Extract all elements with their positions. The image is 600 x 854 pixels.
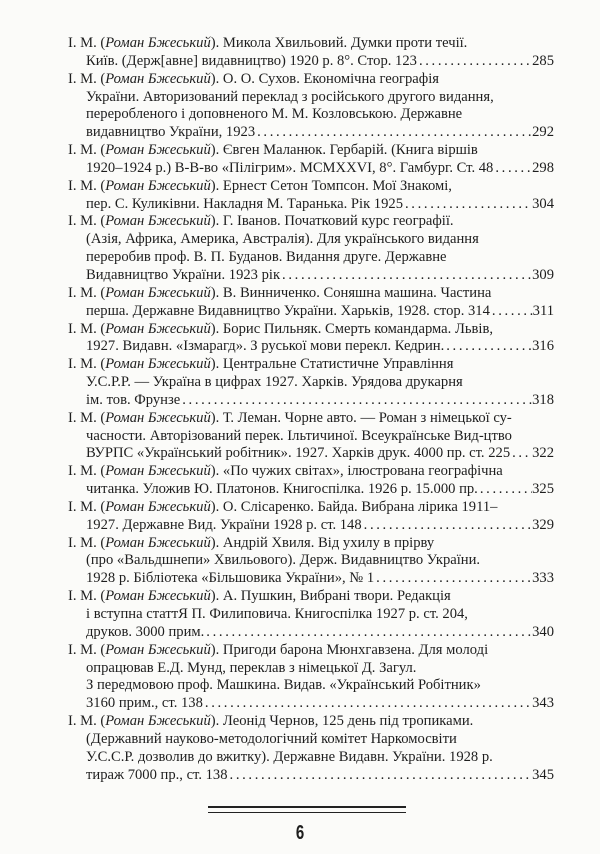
entry-last-text: перша. Державне Видавництво України. Харьків, 1928. стор. 314 <box>86 302 490 319</box>
entry-first-line <box>68 463 554 481</box>
bibliography-entry <box>68 588 554 642</box>
author-prefix: І. М. ( <box>68 142 106 159</box>
author-pseudonym: Роман Бжеський <box>105 320 211 337</box>
entry-first-line <box>68 713 554 731</box>
bibliography-entry <box>68 463 554 499</box>
author-suffix: ). <box>210 320 223 337</box>
entry-page-number: 298 <box>532 159 554 176</box>
entry-last-line <box>68 445 554 463</box>
entry-page-number: 316 <box>532 338 554 355</box>
entry-line: і вступна статтЯ П. Филиповича. Книгоспілка 1927 р. ст. 204, <box>86 606 468 622</box>
author-prefix: І. М. ( <box>68 409 106 426</box>
entry-title: Т. Леман. Чорне авто. — Роман з німецької су- <box>222 409 512 426</box>
leader-dots <box>204 624 532 642</box>
leader-dots <box>362 517 532 535</box>
entry-page-number: 304 <box>532 195 554 212</box>
author-prefix: І. М. ( <box>68 177 106 194</box>
entry-title: Борис Пильняк. Смерть командарма. Львів, <box>222 320 493 337</box>
author-suffix: ). <box>210 284 223 301</box>
entry-last-line <box>68 196 554 214</box>
leader-dots <box>403 196 532 214</box>
entry-first-line <box>68 535 554 553</box>
entry-last-line <box>68 124 554 142</box>
entry-line: (Азія, Африка, Америка, Австралія). Для українського видання <box>86 231 479 248</box>
bibliography-entry <box>68 642 554 713</box>
author-prefix: І. М. ( <box>68 588 106 605</box>
author-prefix: І. М. ( <box>68 713 106 730</box>
entry-last-text: ВУРПС «Український робітник». 1927. Харків друк. 4000 пр. ст. 225 <box>86 445 511 462</box>
entry-page-number: 322 <box>532 445 554 462</box>
entry-line: (про «Вальдшнепи» Хвильового). Держ. Видавництво України. <box>86 552 481 569</box>
entry-page-number: 311 <box>532 302 554 319</box>
bibliography-entry <box>68 142 554 178</box>
author-suffix: ). <box>210 534 223 551</box>
entry-last-line <box>68 767 554 785</box>
entry-page-number: 285 <box>532 52 554 69</box>
author-prefix: І. М. ( <box>68 498 106 515</box>
bibliography-entry <box>68 35 554 71</box>
entry-first-line <box>68 356 554 374</box>
leader-dots <box>203 695 532 713</box>
author-pseudonym: Роман Бжеський <box>105 70 211 87</box>
bibliography-entry <box>68 321 554 357</box>
entry-last-line <box>68 53 554 71</box>
author-suffix: ). <box>210 213 223 230</box>
author-suffix: ). <box>210 463 223 480</box>
author-prefix: І. М. ( <box>68 534 106 551</box>
author-pseudonym: Роман Бжеський <box>105 35 211 51</box>
bibliography-entry <box>68 499 554 535</box>
entry-last-line <box>68 303 554 321</box>
bibliography-list <box>68 35 554 784</box>
entry-title: Ернест Сетон Томпсон. Мої Знакомі, <box>222 177 452 194</box>
bibliography-entry <box>68 410 554 464</box>
entry-title: Леонід Чернов, 125 день під тропиками. <box>222 713 474 730</box>
author-suffix: ). <box>210 70 223 87</box>
bibliography-entry <box>68 213 554 284</box>
entry-last-text: читанка. Уложив Ю. Платонов. Книгоспілка. 1926 р. 15.000 пр. <box>86 481 478 498</box>
author-prefix: І. М. ( <box>68 463 106 480</box>
entry-first-line <box>68 642 554 660</box>
entry-page-number: 309 <box>532 266 554 283</box>
author-pseudonym: Роман Бжеський <box>105 498 211 515</box>
bibliography-entry <box>68 71 554 142</box>
author-pseudonym: Роман Бжеський <box>105 463 211 480</box>
leader-dots <box>417 53 532 71</box>
entry-last-text: 1927. Видавн. «Ізмарагд». З руської мови перекл. Кедрин. <box>86 338 445 355</box>
entry-title: Пригоди барона Мюнхгавзена. Для молоді <box>222 641 489 658</box>
entry-last-text: видавництво України, 1923 <box>86 124 256 141</box>
author-pseudonym: Роман Бжеський <box>105 409 211 426</box>
leader-dots <box>510 445 532 463</box>
entry-first-line <box>68 410 554 428</box>
entry-first-line <box>68 588 554 606</box>
entry-page-number: 329 <box>532 516 554 533</box>
entry-last-line <box>68 267 554 285</box>
entry-line: З передмовою проф. Машкина. Видав. «Український Робітник» <box>86 677 481 694</box>
bibliography-entry <box>68 178 554 214</box>
entry-last-line <box>68 481 554 499</box>
author-prefix: І. М. ( <box>68 213 106 230</box>
entry-first-line <box>68 213 554 231</box>
author-suffix: ). <box>210 409 223 426</box>
entry-last-text: 3160 прим., ст. 138 <box>86 695 203 712</box>
author-suffix: ). <box>210 177 223 194</box>
entry-last-text: Київ. (Держ[авне] видавництво) 1920 р. 8°. Стор. 123 <box>86 52 417 69</box>
entry-last-line <box>68 160 554 178</box>
author-prefix: І. М. ( <box>68 641 106 658</box>
entry-page-number: 292 <box>532 124 554 141</box>
entry-last-line <box>68 570 554 588</box>
entry-line: У.С.С.Р. дозволив до вжитку). Державне Видавн. України. 1928 р. <box>86 748 493 765</box>
author-pseudonym: Роман Бжеський <box>105 356 211 373</box>
entry-last-text: Видавництво України. 1923 рік <box>86 266 281 283</box>
leader-dots <box>444 338 532 356</box>
entry-last-text: тираж 7000 пр., ст. 138 <box>86 766 228 783</box>
leader-dots <box>228 767 533 785</box>
entry-page-number: 325 <box>532 481 554 498</box>
footer-divider <box>208 806 406 813</box>
author-pseudonym: Роман Бжеський <box>105 534 211 551</box>
leader-dots <box>280 267 532 285</box>
author-pseudonym: Роман Бжеський <box>105 284 211 301</box>
entry-last-line <box>68 338 554 356</box>
entry-last-text: пер. С. Куликівни. Накладня М. Таранька. Рік 1925 <box>86 195 403 212</box>
leader-dots <box>255 124 532 142</box>
leader-dots <box>490 303 533 321</box>
bibliography-entry <box>68 356 554 410</box>
entry-last-text: 1928 р. Бібліотека «Більшовика України», № 1 <box>86 570 375 587</box>
entry-first-line <box>68 178 554 196</box>
entry-title: Центральне Статистичне Управління <box>222 356 454 373</box>
author-pseudonym: Роман Бжеський <box>105 177 211 194</box>
entry-page-number: 345 <box>532 766 554 783</box>
entry-line: часности. Авторізований перек. Ільтичиної. Всеукраїнське Вид-цтво <box>86 427 512 444</box>
entry-line: переробив проф. В. П. Буданов. Видання друге. Державне <box>86 249 447 266</box>
leader-dots <box>493 160 532 178</box>
entry-first-line <box>68 142 554 160</box>
entry-last-line <box>68 695 554 713</box>
author-prefix: І. М. ( <box>68 356 106 373</box>
entry-line: опрацював Е.Д. Мунд, переклав з німецької Д. Загул. <box>86 659 417 676</box>
leader-dots <box>374 570 532 588</box>
author-pseudonym: Роман Бжеський <box>105 142 211 159</box>
author-suffix: ). <box>210 498 223 515</box>
entry-page-number: 318 <box>532 391 554 408</box>
entry-first-line <box>68 499 554 517</box>
page-number: 6 <box>295 822 305 844</box>
author-prefix: І. М. ( <box>68 320 106 337</box>
entry-page-number: 343 <box>532 695 554 712</box>
leader-dots <box>180 392 532 410</box>
author-suffix: ). <box>210 142 223 159</box>
entry-last-text: 1927. Державне Вид. України 1928 р. ст. 148 <box>86 516 362 533</box>
entry-title: А. Пушкин, Вибрані твори. Редакція <box>222 588 451 605</box>
leader-dots <box>478 481 532 499</box>
entry-first-line <box>68 71 554 89</box>
entry-line: (Державний науково-методологічний комітет Наркомосвіти <box>86 730 457 747</box>
entry-line: У.С.Р.Р. — Україна в цифрах 1927. Харків. Урядова друкарня <box>86 374 463 391</box>
author-prefix: І. М. ( <box>68 284 106 301</box>
entry-last-line <box>68 517 554 535</box>
author-pseudonym: Роман Бжеський <box>105 588 211 605</box>
entry-page-number: 333 <box>532 570 554 587</box>
entry-title: Микола Хвильовий. Думки проти течії. <box>222 35 468 51</box>
entry-title: Андрій Хвиля. Від ухилу в прірву <box>222 534 435 551</box>
entry-page-number: 340 <box>532 623 554 640</box>
entry-last-line <box>68 624 554 642</box>
author-pseudonym: Роман Бжеський <box>105 213 211 230</box>
entry-line: переробленого і доповненого М. М. Козловською. Державне <box>86 106 463 123</box>
entry-title: В. Винниченко. Соняшна машина. Частина <box>222 284 492 301</box>
entry-title: «По чужих світах», ілюстрована географічна <box>222 463 503 480</box>
bibliography-entry <box>68 535 554 589</box>
entry-title: О. О. Сухов. Економічна географія <box>222 70 439 87</box>
author-pseudonym: Роман Бжеський <box>105 713 211 730</box>
author-suffix: ). <box>210 641 223 658</box>
author-suffix: ). <box>210 713 223 730</box>
author-suffix: ). <box>210 588 223 605</box>
author-suffix: ). <box>210 35 223 51</box>
entry-last-text: ім. тов. Фрунзе <box>86 391 181 408</box>
bibliography-entry <box>68 713 554 784</box>
entry-last-line <box>68 392 554 410</box>
bibliography-entry <box>68 285 554 321</box>
entry-title: О. Слісаренко. Байда. Вибрана лірика 1911– <box>222 498 498 515</box>
author-prefix: І. М. ( <box>68 70 106 87</box>
author-prefix: І. М. ( <box>68 35 106 51</box>
author-suffix: ). <box>210 356 223 373</box>
entry-last-text: друков. 3000 прим. <box>86 623 205 640</box>
author-pseudonym: Роман Бжеський <box>105 641 211 658</box>
entry-first-line <box>68 35 554 53</box>
entry-title: Євген Маланюк. Гербарій. (Книга віршів <box>222 142 478 159</box>
entry-first-line <box>68 285 554 303</box>
entry-last-text: 1920–1924 р.) В-В-во «Пілігрим». MCMXXVI, 8°. Гамбург. Ст. 48 <box>86 159 494 176</box>
entry-first-line <box>68 321 554 339</box>
entry-title: Г. Іванов. Початковий курс географії. <box>222 213 454 230</box>
entry-line: України. Авторизований переклад з російського другого видання, <box>86 88 494 105</box>
